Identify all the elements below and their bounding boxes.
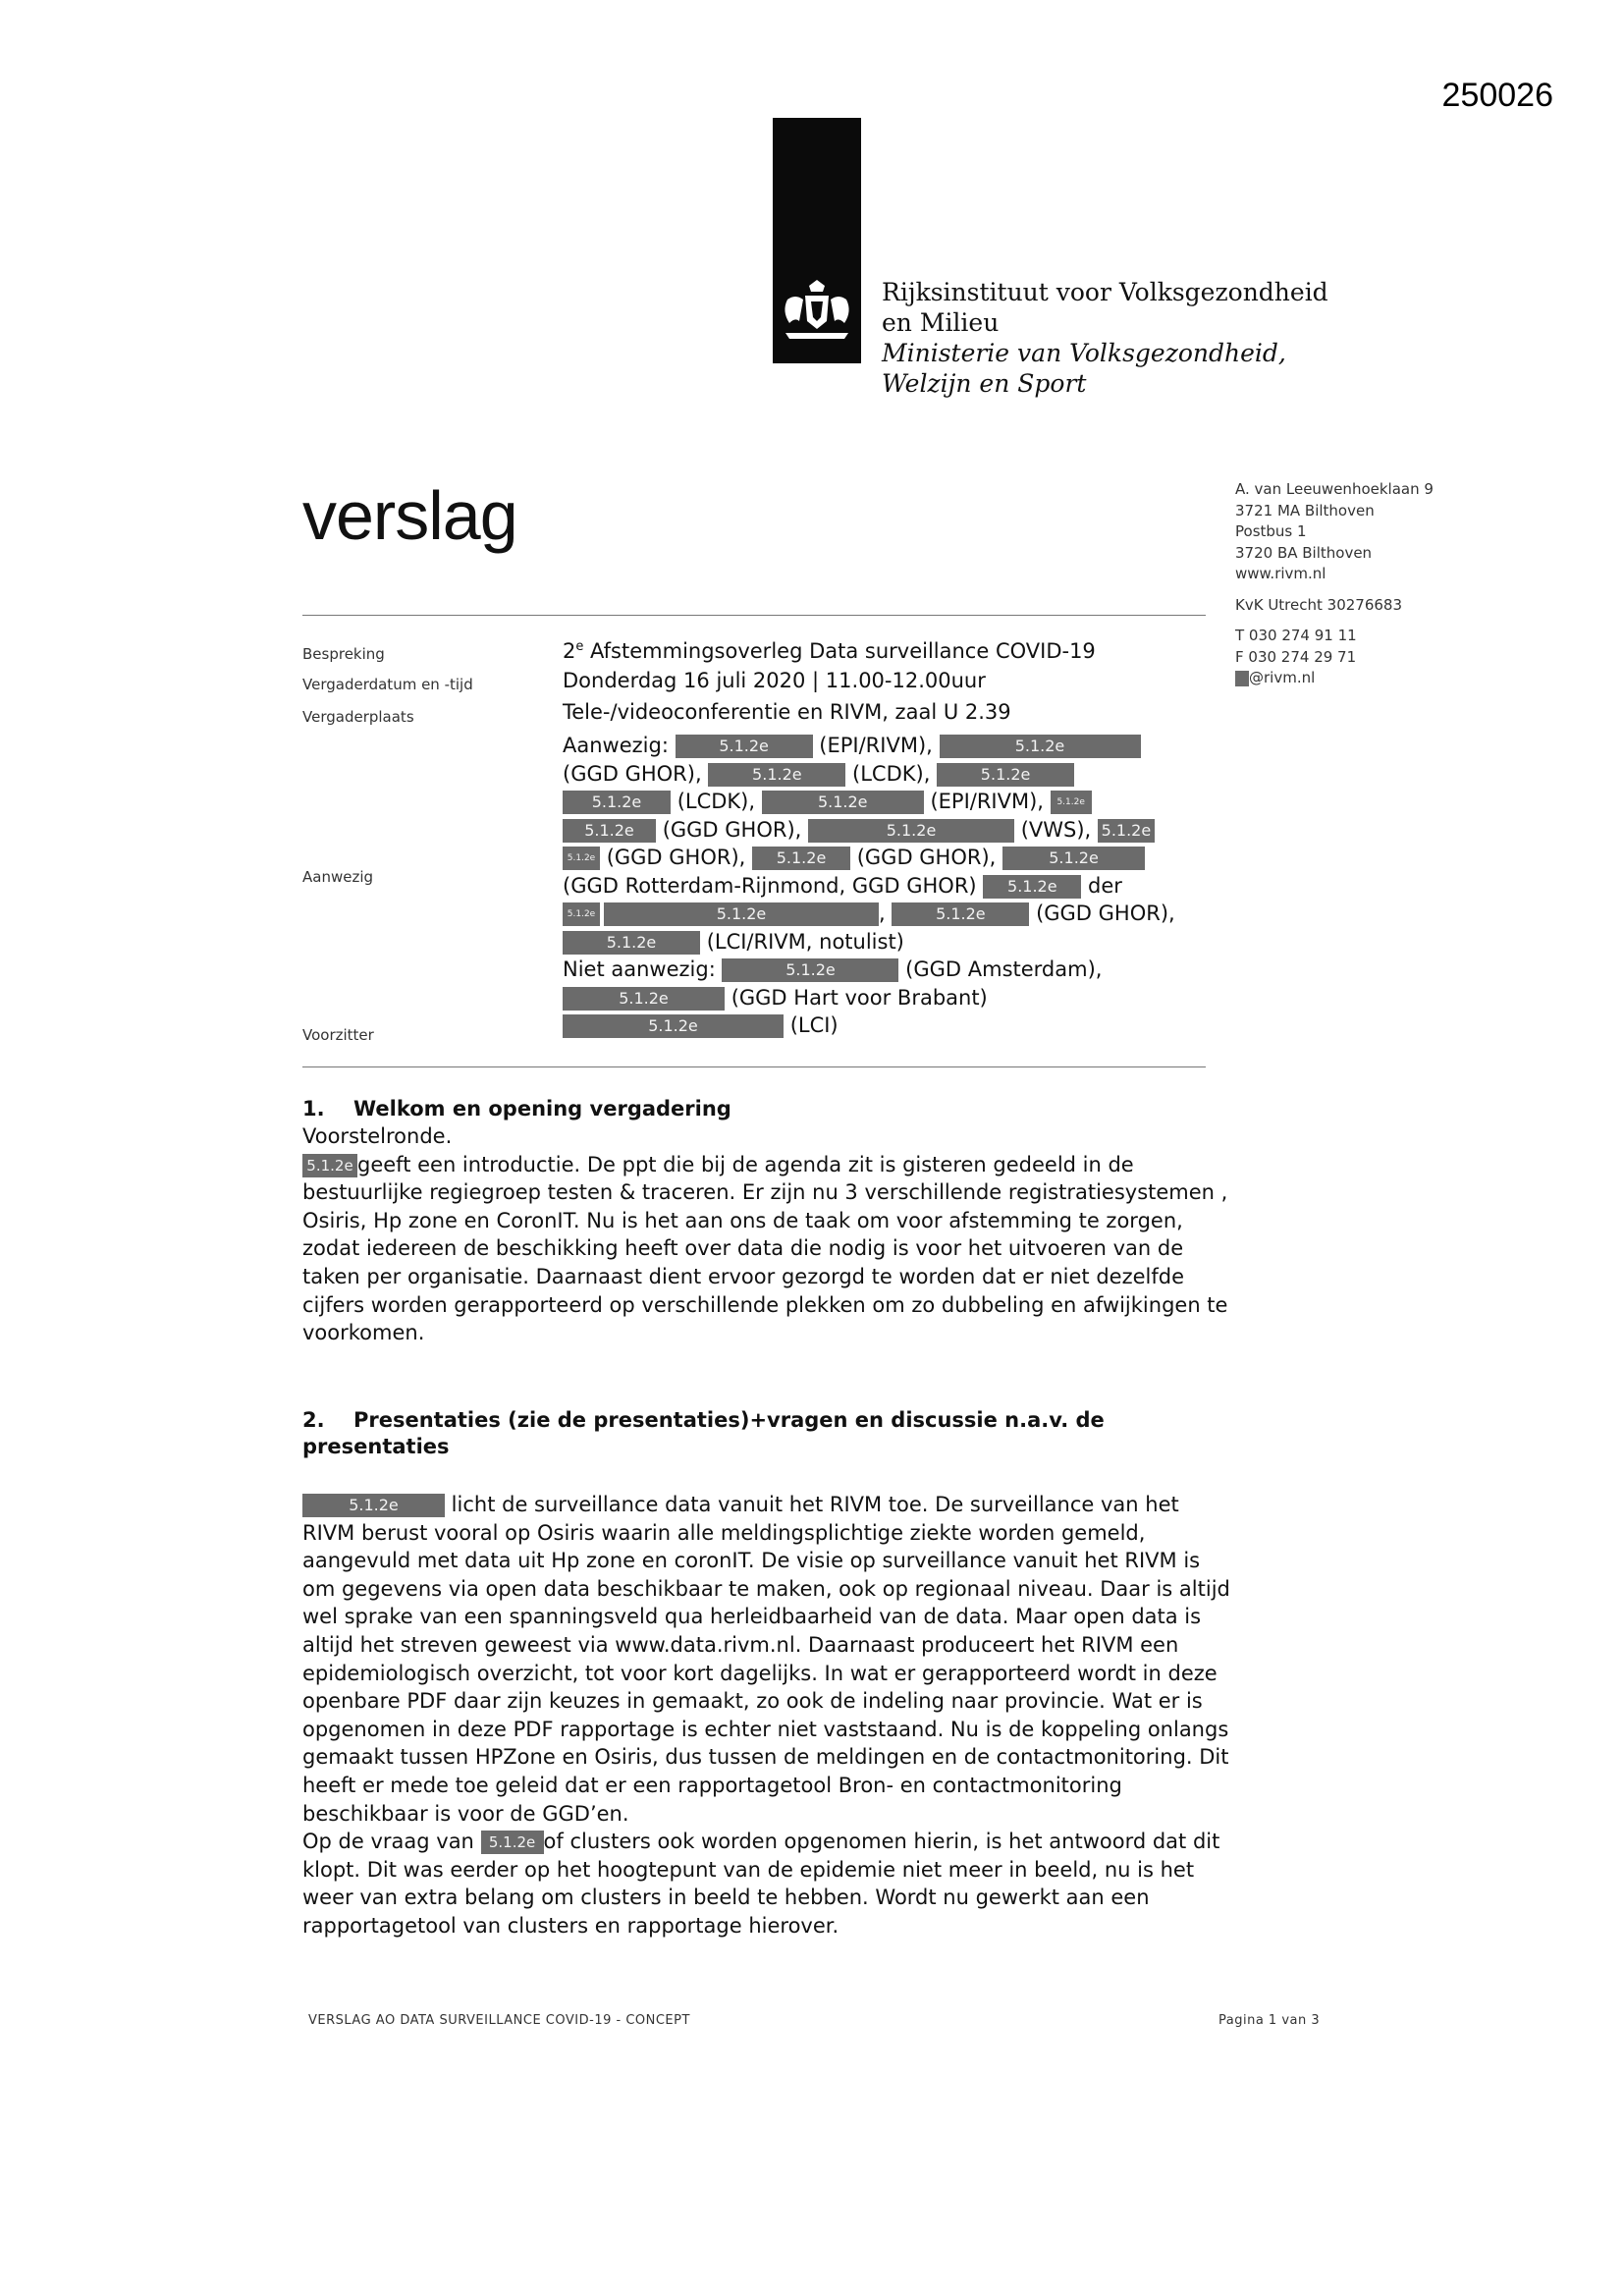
attendance-line: 5.1.2e (LCI) (563, 1011, 1230, 1040)
redaction: 5.1.2e (302, 1494, 445, 1517)
redaction: 5.1.2e (708, 763, 845, 787)
address-postbus-postal: 3720 BA Bilthoven (1235, 543, 1373, 562)
address-street: A. van Leeuwenhoeklaan 9 (1235, 480, 1434, 498)
address-tel: T 030 274 91 11 (1235, 627, 1357, 644)
meta-label-plaats: Vergaderplaats (302, 708, 414, 726)
redaction: 5.1.2e (937, 763, 1074, 787)
footer-title: VERSLAG AO DATA SURVEILLANCE COVID-19 - CONCEPT (308, 2013, 690, 2028)
section-2-body (302, 1491, 1235, 1941)
redaction: 5.1.2e (1002, 847, 1145, 870)
redaction: 5.1.2e (1098, 819, 1155, 843)
redaction: 5.1.2e (940, 735, 1141, 758)
address-web: www.rivm.nl (1235, 565, 1326, 582)
institution-line-4: Welzijn en Sport (882, 369, 1087, 398)
attendance-line: 5.1.2e (LCDK), 5.1.2e (EPI/RIVM), 5.1.2e (563, 788, 1230, 816)
redaction: 5.1.2e (563, 819, 656, 843)
attendance-line: 5.1.2e (LCI/RIVM, notulist) (563, 928, 1230, 957)
attendance-line: 5.1.2e 5.1.2e , 5.1.2e (GGD GHOR), (563, 900, 1230, 928)
redaction: 5.1.2e (892, 902, 1029, 926)
redaction: 5.1.2e (563, 847, 600, 870)
attendance-line: Niet aanwezig: 5.1.2e (GGD Amsterdam), (563, 957, 1103, 981)
crest-icon (776, 278, 858, 347)
meta-label-voorzitter: Voorzitter (302, 1026, 374, 1044)
address-postbus: Postbus 1 (1235, 522, 1307, 540)
redaction: 5.1.2e (1051, 791, 1092, 814)
section-1-paragraph: 5.1.2e geeft een introductie. De ppt die bij de agenda zit is gisteren gedeeld in de bestuurlijke regiegroep testen & traceren. Er zijn nu 3 verschillende registratiesystemen , Osiris, Hp zone en CoronIT. Nu is het aan ons de taak om voor afstemming te zorgen, zodat iedereen de beschikking heeft over data die nodig is voor het uitvoeren van de taken per organisatie. Daarnaast dient ervoor gezorgd te worden dat er niet dezelfde cijfers worden gerapporteerd op verschillende plekken om zo dubbeling en afwijkingen te voorkomen. (302, 1152, 1228, 1345)
address-fax: F 030 274 29 71 (1235, 647, 1357, 666)
redaction: 5.1.2e (983, 875, 1081, 899)
redaction: 5.1.2e (676, 735, 813, 758)
footer-page-number: Pagina 1 van 3 (1218, 2013, 1321, 2028)
page-title: verslag (302, 477, 517, 554)
section-1-intro: Voorstelronde. (302, 1124, 453, 1148)
attendance-list (563, 732, 1230, 1040)
address-email-suffix: @rivm.nl (1249, 669, 1316, 686)
attendance-line: 5.1.2e (GGD Hart voor Brabant) (563, 984, 1230, 1012)
section-1-body (302, 1122, 1235, 1347)
address-block (1235, 479, 1434, 689)
redaction: 5.1.2e (604, 902, 879, 926)
attendance-line: 5.1.2e (GGD GHOR), 5.1.2e (GGD GHOR), 5.1.2e (563, 844, 1230, 872)
redaction: 5.1.2e (752, 847, 850, 870)
meta-label-datum: Vergaderdatum en -tijd (302, 676, 473, 693)
divider-bottom (302, 1066, 1206, 1067)
address-kvk: KvK Utrecht 30276683 (1235, 595, 1402, 614)
attendance-line: (GGD Rotterdam-Rijnmond, GGD GHOR) 5.1.2e der (563, 873, 1122, 898)
redaction: 5.1.2e (808, 819, 1014, 843)
redaction: 5.1.2e (762, 791, 924, 814)
section-1-heading: 1. Welkom en opening vergadering (302, 1097, 731, 1121)
institution-line-2: en Milieu (882, 308, 1000, 337)
meta-value-bespreking: 2e Afstemmingsoverleg Data surveillance COVID-19 (563, 639, 1096, 663)
redaction: 5.1.2e (481, 1831, 544, 1854)
section-2-paragraph-2: Op de vraag van 5.1.2e of clusters ook worden opgenomen hierin, is het antwoord dat dit klopt. Dit was eerder op het hoogtepunt van de epidemie niet meer in beeld, nu is het weer van extra belang om clusters in beeld te hebben. Wordt nu gewerkt aan een rapportagetool van clusters en rapportage hierover. (302, 1830, 1220, 1938)
redaction: 5.1.2e (563, 902, 600, 926)
divider-top (302, 615, 1206, 616)
redaction: 5.1.2e (722, 958, 898, 982)
section-2-paragraph-1: 5.1.2e licht de surveillance data vanuit het RIVM toe. De surveillance van het RIVM berust vooral op Osiris waarin alle meldingsplichtige ziekte worden gemeld, aangevuld met data uit Hp zone en coronIT. De visie op surveillance vanuit het RIVM is om gegevens via open data beschikbaar te maken, ook op regionaal niveau. Daar is altijd wel sprake van een spanningsveld qua herleidbaarheid van de data. Maar open data is altijd het streven geweest via www.data.rivm.nl. Daarnaast produceert het RIVM een epidemiologisch overzicht, tot voor kort dagelijks. In wat er gerapporteerd wordt in deze openbare PDF daar zijn keuzes in gemaakt, zo ook de indeling naar provincie. Wat er is opgenomen in deze PDF rapportage is echter niet vaststaand. Nu is de koppeling onlangs gemaakt tussen HPZone en Osiris, dus tussen de meldingen en de contactmonitoring. Dit heeft er mede toe geleid dat er een rapportagetool Bron- en contactmonitoring beschikbaar is voor de GGD’en. (302, 1493, 1230, 1826)
section-2-heading: 2. Presentaties (zie de presentaties)+vragen en discussie n.a.v. de presentaties (302, 1408, 1105, 1458)
attendance-line: 5.1.2e (GGD GHOR), 5.1.2e (VWS), 5.1.2e (563, 816, 1230, 845)
document-number: 250026 (1441, 77, 1553, 114)
redaction: 5.1.2e (302, 1154, 357, 1177)
redaction: 5.1.2e (563, 1014, 784, 1038)
institution-line-3: Ministerie van Volksgezondheid, (882, 339, 1286, 367)
institution-line-1: Rijksinstituut voor Volksgezondheid (882, 278, 1328, 306)
address-email (1235, 668, 1434, 689)
meta-label-aanwezig: Aanwezig (302, 868, 374, 886)
meta-value-datum: Donderdag 16 juli 2020 | 11.00-12.00uur (563, 669, 986, 692)
meta-label-bespreking: Bespreking (302, 645, 385, 663)
institution-name (882, 277, 1328, 399)
redaction: 5.1.2e (563, 987, 725, 1011)
redaction (1235, 671, 1249, 686)
address-postal: 3721 MA Bilthoven (1235, 501, 1375, 519)
attendance-line: Aanwezig: 5.1.2e (EPI/RIVM), 5.1.2e (563, 732, 1230, 760)
meta-value-plaats: Tele-/videoconferentie en RIVM, zaal U 2.39 (563, 700, 1011, 724)
redaction: 5.1.2e (563, 931, 700, 955)
attendance-line: (GGD GHOR), 5.1.2e (LCDK), 5.1.2e (563, 760, 1230, 789)
redaction: 5.1.2e (563, 791, 671, 814)
